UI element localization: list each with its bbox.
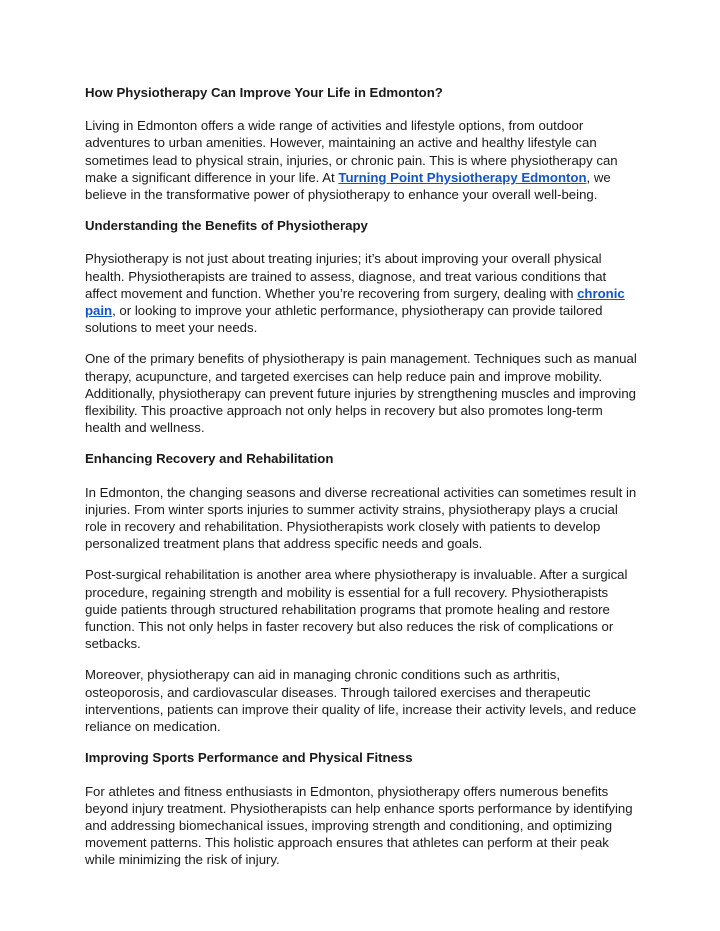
turning-point-link[interactable]: Turning Point Physiotherapy Edmonton	[338, 169, 587, 185]
benefits-p1-after-link: , or looking to improve your athletic performance, physiotherapy can provide tailored solutions to meet your needs.	[85, 303, 603, 336]
benefits-paragraph-2: One of the primary benefits of physiotherapy is pain management. Techniques such as manual therapy, acupuncture, and targeted exercises can help reduce pain and improve mobility. Additionally, physiotherapy can prevent future injuries by strengthening muscles and improving flexibility. This proactive approach not only helps in recovery but also promotes long-term health and wellness.	[85, 351, 637, 436]
recovery-paragraph-3: Moreover, physiotherapy can aid in managing chronic conditions such as arthritis, osteoporosis, and cardiovascular diseases. Through tailored exercises and therapeutic interventions, patients can improve their quality of life, increase their activity levels, and reduce reliance on medication.	[85, 667, 637, 735]
benefits-p1-before-link: Physiotherapy is not just about treating injuries; it’s about improving your overall physical health. Physiotherapists are trained to assess, diagnose, and treat various conditions that affect movement and function. Whether you’re recovering from surgery, dealing with	[85, 251, 607, 301]
article-title: How Physiotherapy Can Improve Your Life in Edmonton?	[85, 85, 443, 100]
chronic-pain-link[interactable]: chronic pain	[85, 285, 625, 319]
recovery-paragraph-2: Post-surgical rehabilitation is another area where physiotherapy is invaluable. After a surgical procedure, regaining strength and mobility is essential for a full recovery. Physiotherapists guide patients through structured rehabilitation programs that promote healing and restore function. This not only helps in faster recovery but also reduces the risk of complications or setbacks.	[85, 567, 628, 652]
section-heading-sports: Improving Sports Performance and Physical Fitness	[85, 750, 413, 766]
benefits-paragraph-1	[85, 250, 640, 336]
intro-paragraph	[85, 117, 640, 203]
intro-text-before-link: Living in Edmonton offers a wide range of activities and lifestyle options, from outdoor adventures to urban amenities. However, maintaining an active and healthy lifestyle can sometimes lead to physical strain, injuries, or chronic pain. This is where physiotherapy can make a significant difference in your life. At	[85, 118, 618, 185]
section-heading-benefits: Understanding the Benefits of Physiotherapy	[85, 218, 368, 234]
recovery-paragraph-1: In Edmonton, the changing seasons and diverse recreational activities can sometimes result in injuries. From winter sports injuries to summer activity strains, physiotherapy plays a crucial role in recovery and rehabilitation. Physiotherapists work closely with patients to develop personalized treatment plans that address specific needs and goals.	[85, 484, 637, 552]
sports-paragraph-1: For athletes and fitness enthusiasts in Edmonton, physiotherapy offers numerous benefits beyond injury treatment. Physiotherapists can help enhance sports performance by identifying and addressing biomechanical issues, improving strength and conditioning, and optimizing movement patterns. This holistic approach ensures that athletes can perform at their peak while minimizing the risk of injury.	[85, 783, 633, 868]
section-heading-recovery: Enhancing Recovery and Rehabilitation	[85, 451, 334, 467]
intro-text-after-link: , we believe in the transformative power of physiotherapy to enhance your overall well-being.	[85, 169, 611, 203]
